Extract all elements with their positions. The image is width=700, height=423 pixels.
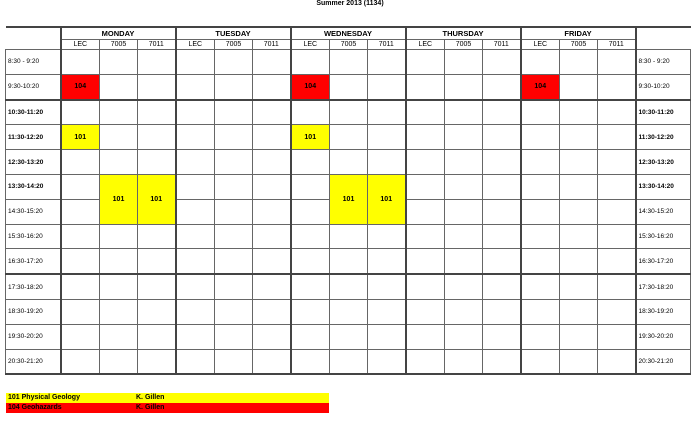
time-label: 14:30-15:20 <box>636 199 691 224</box>
empty-slot <box>521 174 560 199</box>
time-label: 20:30-21:20 <box>6 349 61 374</box>
empty-slot <box>330 100 368 125</box>
section-header: LEC <box>406 40 445 50</box>
empty-slot <box>483 174 521 199</box>
empty-slot <box>521 125 560 150</box>
empty-slot <box>445 299 483 324</box>
time-row <box>6 274 691 299</box>
empty-slot <box>406 74 445 99</box>
time-label: 10:30-11:20 <box>636 100 691 125</box>
time-label: 12:30-13:20 <box>6 150 61 175</box>
time-label: 20:30-21:20 <box>636 349 691 374</box>
empty-slot <box>61 150 100 175</box>
time-row <box>6 249 691 274</box>
empty-slot <box>215 74 253 99</box>
empty-slot <box>176 125 215 150</box>
section-header: LEC <box>61 40 100 50</box>
empty-slot <box>61 174 100 199</box>
empty-slot <box>406 125 445 150</box>
empty-slot <box>138 299 176 324</box>
empty-slot <box>330 274 368 299</box>
time-label: 18:30-19:20 <box>6 299 61 324</box>
empty-slot <box>406 50 445 75</box>
legend-instructor: K. Gillen <box>136 404 165 411</box>
empty-slot <box>521 274 560 299</box>
empty-slot <box>100 100 138 125</box>
empty-slot <box>330 324 368 349</box>
empty-slot <box>445 100 483 125</box>
empty-slot <box>253 150 291 175</box>
empty-slot <box>215 224 253 249</box>
time-row <box>6 324 691 349</box>
empty-slot <box>138 324 176 349</box>
empty-slot <box>406 199 445 224</box>
empty-slot <box>368 50 406 75</box>
empty-slot <box>560 349 598 374</box>
empty-slot <box>100 125 138 150</box>
empty-slot <box>483 199 521 224</box>
empty-slot <box>61 274 100 299</box>
time-row <box>6 100 691 125</box>
course-legend <box>6 393 329 413</box>
empty-slot <box>291 100 330 125</box>
empty-slot <box>598 224 636 249</box>
empty-slot <box>176 299 215 324</box>
empty-slot <box>176 199 215 224</box>
empty-slot <box>368 349 406 374</box>
empty-slot <box>521 50 560 75</box>
empty-slot <box>598 199 636 224</box>
empty-slot <box>291 324 330 349</box>
time-label: 19:30-20:20 <box>636 324 691 349</box>
empty-slot <box>560 125 598 150</box>
empty-slot <box>445 199 483 224</box>
empty-slot <box>215 324 253 349</box>
empty-slot <box>445 249 483 274</box>
time-row <box>6 174 691 199</box>
empty-slot <box>100 349 138 374</box>
empty-slot <box>560 324 598 349</box>
empty-slot <box>560 199 598 224</box>
empty-slot <box>176 74 215 99</box>
empty-slot <box>598 274 636 299</box>
empty-slot <box>253 50 291 75</box>
empty-slot <box>445 174 483 199</box>
empty-slot <box>138 349 176 374</box>
section-header: 7005 <box>560 40 598 50</box>
empty-slot <box>368 74 406 99</box>
time-label: 12:30-13:20 <box>636 150 691 175</box>
empty-slot <box>521 100 560 125</box>
day-header: MONDAY <box>61 27 176 40</box>
empty-slot <box>406 100 445 125</box>
time-label: 16:30-17:20 <box>636 249 691 274</box>
day-header: WEDNESDAY <box>291 27 406 40</box>
empty-slot <box>406 274 445 299</box>
empty-slot <box>445 349 483 374</box>
empty-slot <box>253 100 291 125</box>
empty-slot <box>253 324 291 349</box>
empty-slot <box>291 249 330 274</box>
section-header: 7005 <box>445 40 483 50</box>
empty-slot <box>176 174 215 199</box>
empty-slot <box>521 349 560 374</box>
empty-slot <box>483 324 521 349</box>
empty-slot <box>330 50 368 75</box>
empty-slot <box>215 274 253 299</box>
time-label: 11:30-12:20 <box>6 125 61 150</box>
empty-slot <box>61 224 100 249</box>
empty-slot <box>215 249 253 274</box>
empty-slot <box>560 74 598 99</box>
empty-slot <box>291 299 330 324</box>
empty-slot <box>100 324 138 349</box>
empty-slot <box>330 249 368 274</box>
time-row <box>6 50 691 75</box>
schedule-grid <box>5 26 691 375</box>
empty-slot <box>521 324 560 349</box>
empty-slot <box>445 74 483 99</box>
class-block[interactable]: 101 <box>330 174 368 224</box>
section-header: 7005 <box>100 40 138 50</box>
empty-slot <box>483 150 521 175</box>
legend-item <box>6 393 329 403</box>
corner-blank <box>6 27 61 40</box>
empty-slot <box>61 324 100 349</box>
empty-slot <box>176 224 215 249</box>
time-row <box>6 299 691 324</box>
empty-slot <box>253 274 291 299</box>
empty-slot <box>560 224 598 249</box>
empty-slot <box>330 125 368 150</box>
class-block[interactable]: 101 <box>291 125 330 150</box>
empty-slot <box>215 50 253 75</box>
empty-slot <box>368 150 406 175</box>
empty-slot <box>483 50 521 75</box>
empty-slot <box>368 125 406 150</box>
empty-slot <box>598 150 636 175</box>
empty-slot <box>291 274 330 299</box>
empty-slot <box>61 50 100 75</box>
section-header: LEC <box>521 40 560 50</box>
empty-slot <box>138 100 176 125</box>
legend-item <box>6 403 329 413</box>
empty-slot <box>215 299 253 324</box>
empty-slot <box>445 274 483 299</box>
section-header: 7011 <box>138 40 176 50</box>
empty-slot <box>483 299 521 324</box>
empty-slot <box>560 249 598 274</box>
time-label: 16:30-17:20 <box>6 249 61 274</box>
empty-slot <box>176 50 215 75</box>
time-label: 15:30-16:20 <box>6 224 61 249</box>
empty-slot <box>445 125 483 150</box>
empty-slot <box>521 249 560 274</box>
empty-slot <box>483 74 521 99</box>
section-header: 7011 <box>368 40 406 50</box>
class-block[interactable]: 101 <box>368 174 406 224</box>
empty-slot <box>406 174 445 199</box>
empty-slot <box>483 349 521 374</box>
empty-slot <box>176 150 215 175</box>
empty-slot <box>61 349 100 374</box>
empty-slot <box>445 224 483 249</box>
section-header: LEC <box>176 40 215 50</box>
legend-course: 104 Geohazards <box>8 404 62 411</box>
empty-slot <box>138 224 176 249</box>
empty-slot <box>368 299 406 324</box>
empty-slot <box>100 50 138 75</box>
empty-slot <box>368 324 406 349</box>
empty-slot <box>253 174 291 199</box>
empty-slot <box>483 249 521 274</box>
time-row <box>6 150 691 175</box>
empty-slot <box>445 50 483 75</box>
day-header: FRIDAY <box>521 27 636 40</box>
empty-slot <box>253 125 291 150</box>
time-label: 11:30-12:20 <box>636 125 691 150</box>
empty-slot <box>483 274 521 299</box>
empty-slot <box>100 150 138 175</box>
time-row <box>6 74 691 99</box>
empty-slot <box>521 150 560 175</box>
empty-slot <box>445 324 483 349</box>
empty-slot <box>138 125 176 150</box>
time-label: 13:30-14:20 <box>6 174 61 199</box>
empty-slot <box>598 349 636 374</box>
empty-slot <box>560 274 598 299</box>
empty-slot <box>598 100 636 125</box>
empty-slot <box>215 199 253 224</box>
empty-slot <box>176 274 215 299</box>
class-block[interactable]: 104 <box>521 74 560 99</box>
empty-slot <box>100 299 138 324</box>
empty-slot <box>215 100 253 125</box>
empty-slot <box>598 299 636 324</box>
empty-slot <box>560 299 598 324</box>
empty-slot <box>61 100 100 125</box>
day-header: THURSDAY <box>406 27 521 40</box>
corner-blank <box>636 27 691 40</box>
empty-slot <box>138 150 176 175</box>
time-label: 9:30-10:20 <box>6 74 61 99</box>
empty-slot <box>598 74 636 99</box>
empty-slot <box>176 324 215 349</box>
empty-slot <box>215 125 253 150</box>
empty-slot <box>215 174 253 199</box>
section-header: 7005 <box>215 40 253 50</box>
class-block[interactable]: 101 <box>138 174 176 224</box>
empty-slot <box>445 150 483 175</box>
empty-slot <box>61 199 100 224</box>
empty-slot <box>253 199 291 224</box>
empty-slot <box>138 74 176 99</box>
empty-slot <box>253 299 291 324</box>
empty-slot <box>253 349 291 374</box>
empty-slot <box>560 174 598 199</box>
empty-slot <box>138 50 176 75</box>
empty-slot <box>560 50 598 75</box>
empty-slot <box>330 349 368 374</box>
empty-slot <box>100 74 138 99</box>
corner-blank <box>6 40 61 50</box>
empty-slot <box>521 299 560 324</box>
empty-slot <box>406 349 445 374</box>
section-header: LEC <box>291 40 330 50</box>
legend-course: 101 Physical Geology <box>8 394 80 401</box>
empty-slot <box>406 324 445 349</box>
class-block[interactable]: 104 <box>61 74 100 99</box>
empty-slot <box>215 150 253 175</box>
empty-slot <box>100 274 138 299</box>
empty-slot <box>291 224 330 249</box>
empty-slot <box>61 299 100 324</box>
time-row <box>6 224 691 249</box>
empty-slot <box>253 224 291 249</box>
schedule-title: Summer 2013 (1134) <box>316 0 384 7</box>
empty-slot <box>215 349 253 374</box>
time-label: 10:30-11:20 <box>6 100 61 125</box>
empty-slot <box>368 100 406 125</box>
empty-slot <box>521 199 560 224</box>
empty-slot <box>598 249 636 274</box>
empty-slot <box>176 249 215 274</box>
time-row <box>6 125 691 150</box>
empty-slot <box>253 249 291 274</box>
empty-slot <box>100 224 138 249</box>
section-header: 7011 <box>483 40 521 50</box>
empty-slot <box>330 224 368 249</box>
empty-slot <box>406 299 445 324</box>
empty-slot <box>560 150 598 175</box>
empty-slot <box>406 249 445 274</box>
empty-slot <box>176 100 215 125</box>
empty-slot <box>330 150 368 175</box>
empty-slot <box>138 274 176 299</box>
time-label: 8:30 - 9:20 <box>6 50 61 75</box>
empty-slot <box>406 224 445 249</box>
empty-slot <box>521 224 560 249</box>
time-row <box>6 349 691 374</box>
empty-slot <box>598 324 636 349</box>
time-label: 13:30-14:20 <box>636 174 691 199</box>
time-label: 19:30-20:20 <box>6 324 61 349</box>
empty-slot <box>291 174 330 199</box>
empty-slot <box>406 150 445 175</box>
time-label: 14:30-15:20 <box>6 199 61 224</box>
time-label: 17:30-18:20 <box>636 274 691 299</box>
section-header: 7011 <box>598 40 636 50</box>
legend-instructor: K. Gillen <box>136 394 165 401</box>
empty-slot <box>368 224 406 249</box>
class-block[interactable]: 101 <box>100 174 138 224</box>
day-header: TUESDAY <box>176 27 291 40</box>
empty-slot <box>291 349 330 374</box>
empty-slot <box>176 349 215 374</box>
class-block[interactable]: 104 <box>291 74 330 99</box>
time-label: 18:30-19:20 <box>636 299 691 324</box>
time-label: 8:30 - 9:20 <box>636 50 691 75</box>
empty-slot <box>138 249 176 274</box>
section-header: 7011 <box>253 40 291 50</box>
empty-slot <box>330 299 368 324</box>
empty-slot <box>560 100 598 125</box>
empty-slot <box>483 125 521 150</box>
empty-slot <box>368 274 406 299</box>
empty-slot <box>368 249 406 274</box>
empty-slot <box>598 125 636 150</box>
empty-slot <box>598 50 636 75</box>
corner-blank <box>636 40 691 50</box>
empty-slot <box>330 74 368 99</box>
class-block[interactable]: 101 <box>61 125 100 150</box>
empty-slot <box>61 249 100 274</box>
time-label: 17:30-18:20 <box>6 274 61 299</box>
empty-slot <box>483 224 521 249</box>
empty-slot <box>100 249 138 274</box>
empty-slot <box>483 100 521 125</box>
empty-slot <box>291 199 330 224</box>
time-label: 9:30-10:20 <box>636 74 691 99</box>
time-label: 15:30-16:20 <box>636 224 691 249</box>
empty-slot <box>598 174 636 199</box>
empty-slot <box>253 74 291 99</box>
empty-slot <box>291 50 330 75</box>
empty-slot <box>291 150 330 175</box>
section-header: 7005 <box>330 40 368 50</box>
